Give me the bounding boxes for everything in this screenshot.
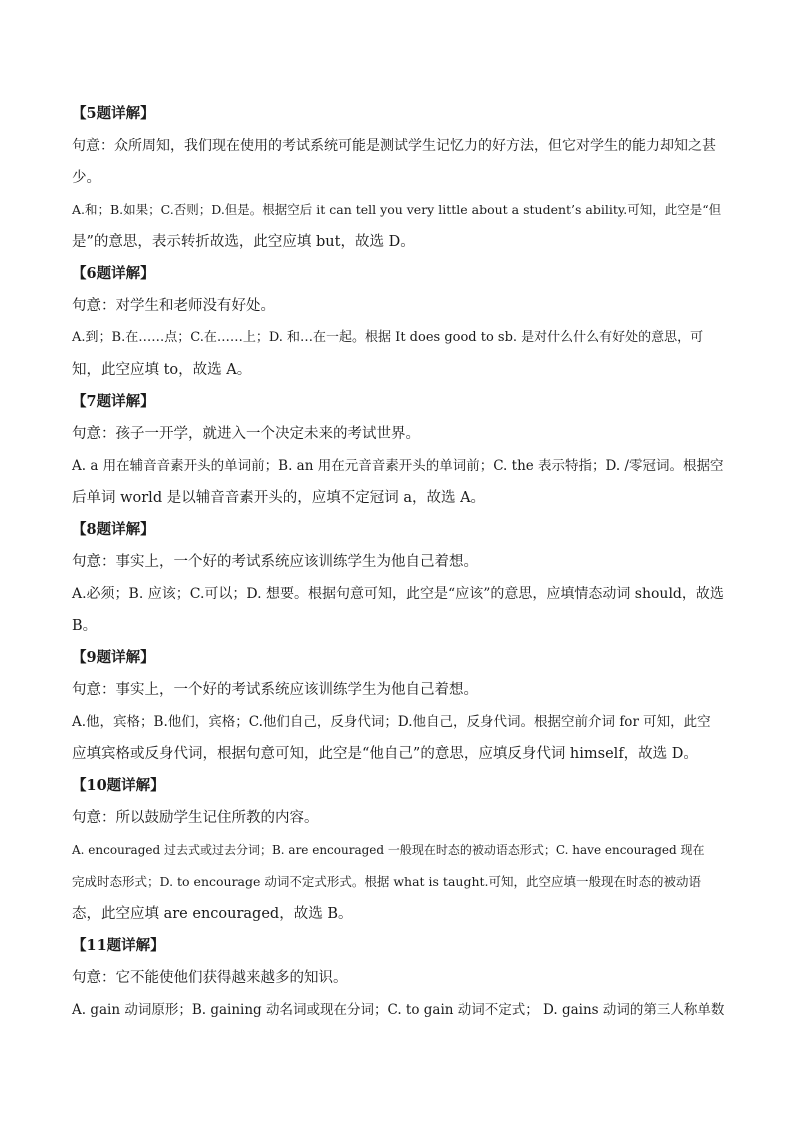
section-heading: 【11题详解】 xyxy=(72,937,165,954)
section-q8 xyxy=(72,514,724,642)
explanation-line: 知，此空应填 to，故选 A。 xyxy=(72,362,252,378)
sentence-meaning: 句意：众所周知，我们现在使用的考试系统可能是测试学生记忆力的好方法，但它对学生的能力却知之甚 xyxy=(72,138,716,154)
explanation-line: 完成时态形式；D. to encourage 动词不定式形式。根据 what is taught.可知，此空应填一般现在时态的被动语 xyxy=(72,874,702,889)
section-q7 xyxy=(72,386,724,514)
section-q10 xyxy=(72,770,724,930)
sentence-meaning: 句意：对学生和老师没有好处。 xyxy=(72,298,275,314)
explanation-line: A. encouraged 过去式或过去分词；B. are encouraged 一般现在时态的被动语态形式；C. have encouraged 现在 xyxy=(72,843,705,857)
sentence-meaning: 句意：所以鼓励学生记住所教的内容。 xyxy=(72,810,319,826)
explanation-line: B。 xyxy=(72,618,98,634)
section-heading: 【6题详解】 xyxy=(72,265,155,282)
explanation-line: A. gain 动词原形；B. gaining 动名词或现在分词；C. to gain 动词不定式； D. gains 动词的第三人称单数 xyxy=(72,1002,725,1018)
explanation-line: 后单词 world 是以辅音音素开头的，应填不定冠词 a，故选 A。 xyxy=(72,490,486,506)
section-heading: 【10题详解】 xyxy=(72,777,165,794)
sentence-meaning: 句意：它不能使他们获得越来越多的知识。 xyxy=(72,970,348,986)
explanation-line: A.到；B.在……点；C.在……上；D. 和…在一起。根据 It does good to sb. 是对什么什么有好处的意思，可 xyxy=(72,330,704,345)
section-q9 xyxy=(72,642,724,770)
section-heading: 【9题详解】 xyxy=(72,649,155,666)
explanation-line: 是”的意思，表示转折故选，此空应填 but，故选 D。 xyxy=(72,234,415,250)
explanation-line: 应填宾格或反身代词，根据句意可知，此空是“他自己”的意思，应填反身代词 himself，故选 D。 xyxy=(72,746,698,762)
sentence-meaning: 句意：事实上，一个好的考试系统应该训练学生为他自己着想。 xyxy=(72,682,478,698)
explanation-line: A. a 用在辅音音素开头的单词前；B. an 用在元音音素开头的单词前；C. the 表示特指；D. /零冠词。根据空 xyxy=(72,458,724,474)
section-heading: 【8题详解】 xyxy=(72,521,155,538)
sentence-meaning-cont: 少。 xyxy=(72,170,101,186)
explanation-line: A.必须；B. 应该；C.可以；D. 想要。根据句意可知，此空是“应该”的意思，应填情态动词 should，故选 xyxy=(72,586,724,602)
section-heading: 【5题详解】 xyxy=(72,105,155,122)
sentence-meaning: 句意：孩子一开学，就进入一个决定未来的考试世界。 xyxy=(72,426,420,442)
sentence-meaning: 句意：事实上，一个好的考试系统应该训练学生为他自己着想。 xyxy=(72,554,478,570)
section-heading: 【7题详解】 xyxy=(72,393,155,410)
section-q5 xyxy=(72,98,724,258)
explanation-line: 态，此空应填 are encouraged，故选 B。 xyxy=(72,906,353,922)
explanation-line: A.和；B.如果；C.否则；D.但是。根据空后 it can tell you very little about a student’s ability.可知，此空是“但 xyxy=(72,202,722,217)
section-q11 xyxy=(72,930,724,1026)
document-page xyxy=(72,98,724,1026)
section-q6 xyxy=(72,258,724,386)
explanation-line: A.他，宾格；B.他们，宾格；C.他们自己，反身代词；D.他自己，反身代词。根据空前介词 for 可知，此空 xyxy=(72,714,711,730)
